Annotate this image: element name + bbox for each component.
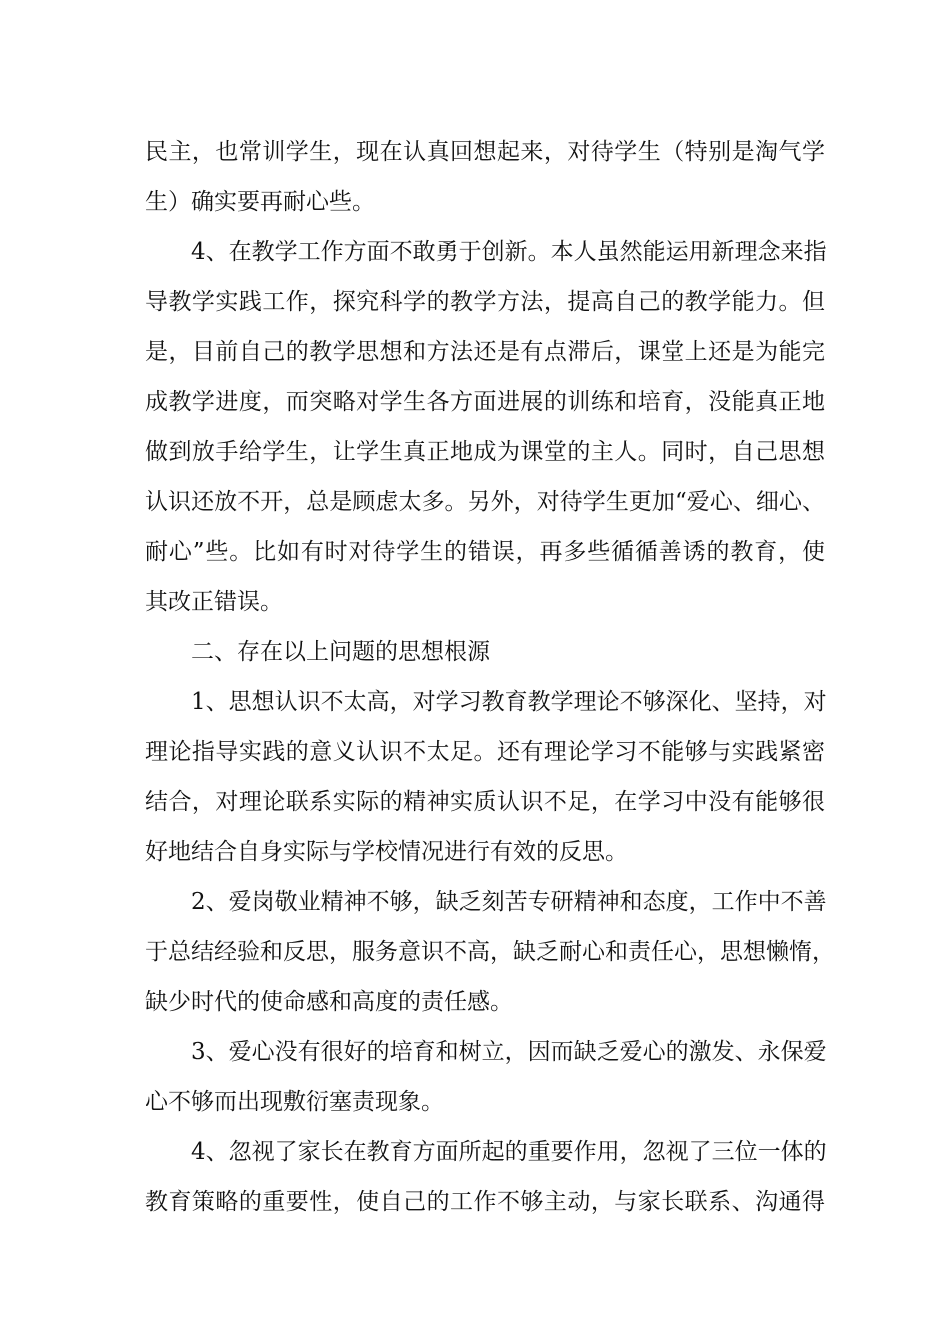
document-body [145,127,835,1227]
text-line: 心不够而出现敷衍塞责现象。 [145,1089,444,1115]
text-line: 好地结合自身实际与学校情况进行有效的反思。 [145,839,628,865]
text-line: 于总结经验和反思，服务意识不高，缺乏耐心和责任心，思想懒惰， [145,939,835,965]
text-line: 4、忽视了家长在教育方面所起的重要作用，忽视了三位一体的 [191,1139,827,1165]
text-line: 成教学进度，而突略对学生各方面进展的训练和培育，没能真正地 [145,389,825,415]
text-line: 做到放手给学生，让学生真正地成为课堂的主人。同时，自己思想 [145,439,825,465]
text-line: 民主，也常训学生，现在认真回想起来，对待学生（特别是淘气学 [145,139,825,165]
text-line: 理论指导实践的意义认识不太足。还有理论学习不能够与实践紧密 [145,739,825,765]
text-line: 4、在教学工作方面不敢勇于创新。本人虽然能运用新理念来指 [191,239,827,265]
text-line: 2、爱岗敬业精神不够，缺乏刻苦专研精神和态度，工作中不善 [191,889,827,915]
text-line: 导教学实践工作，探究科学的教学方法，提高自己的教学能力。但 [145,289,825,315]
text-line: 生）确实要再耐心些。 [145,189,375,215]
text-line: 教育策略的重要性，使自己的工作不够主动，与家长联系、沟通得 [145,1189,825,1215]
text-line: 认识还放不开，总是顾虑太多。另外，对待学生更加“爱心、细心、 [145,489,825,515]
text-line: 3、爱心没有很好的培育和树立，因而缺乏爱心的激发、永保爱 [191,1039,827,1065]
text-line: 其改正错误。 [145,589,283,615]
section-heading: 二、存在以上问题的思想根源 [191,639,490,665]
text-line: 是，目前自己的教学思想和方法还是有点滞后，课堂上还是为能完 [145,339,825,365]
text-line: 缺少时代的使命感和高度的责任感。 [145,989,513,1015]
text-line: 1、思想认识不太高，对学习教育教学理论不够深化、坚持，对 [191,689,827,715]
text-line: 结合，对理论联系实际的精神实质认识不足，在学习中没有能够很 [145,789,825,815]
text-line: 耐心”些。比如有时对待学生的错误，再多些循循善诱的教育，使 [145,539,825,565]
